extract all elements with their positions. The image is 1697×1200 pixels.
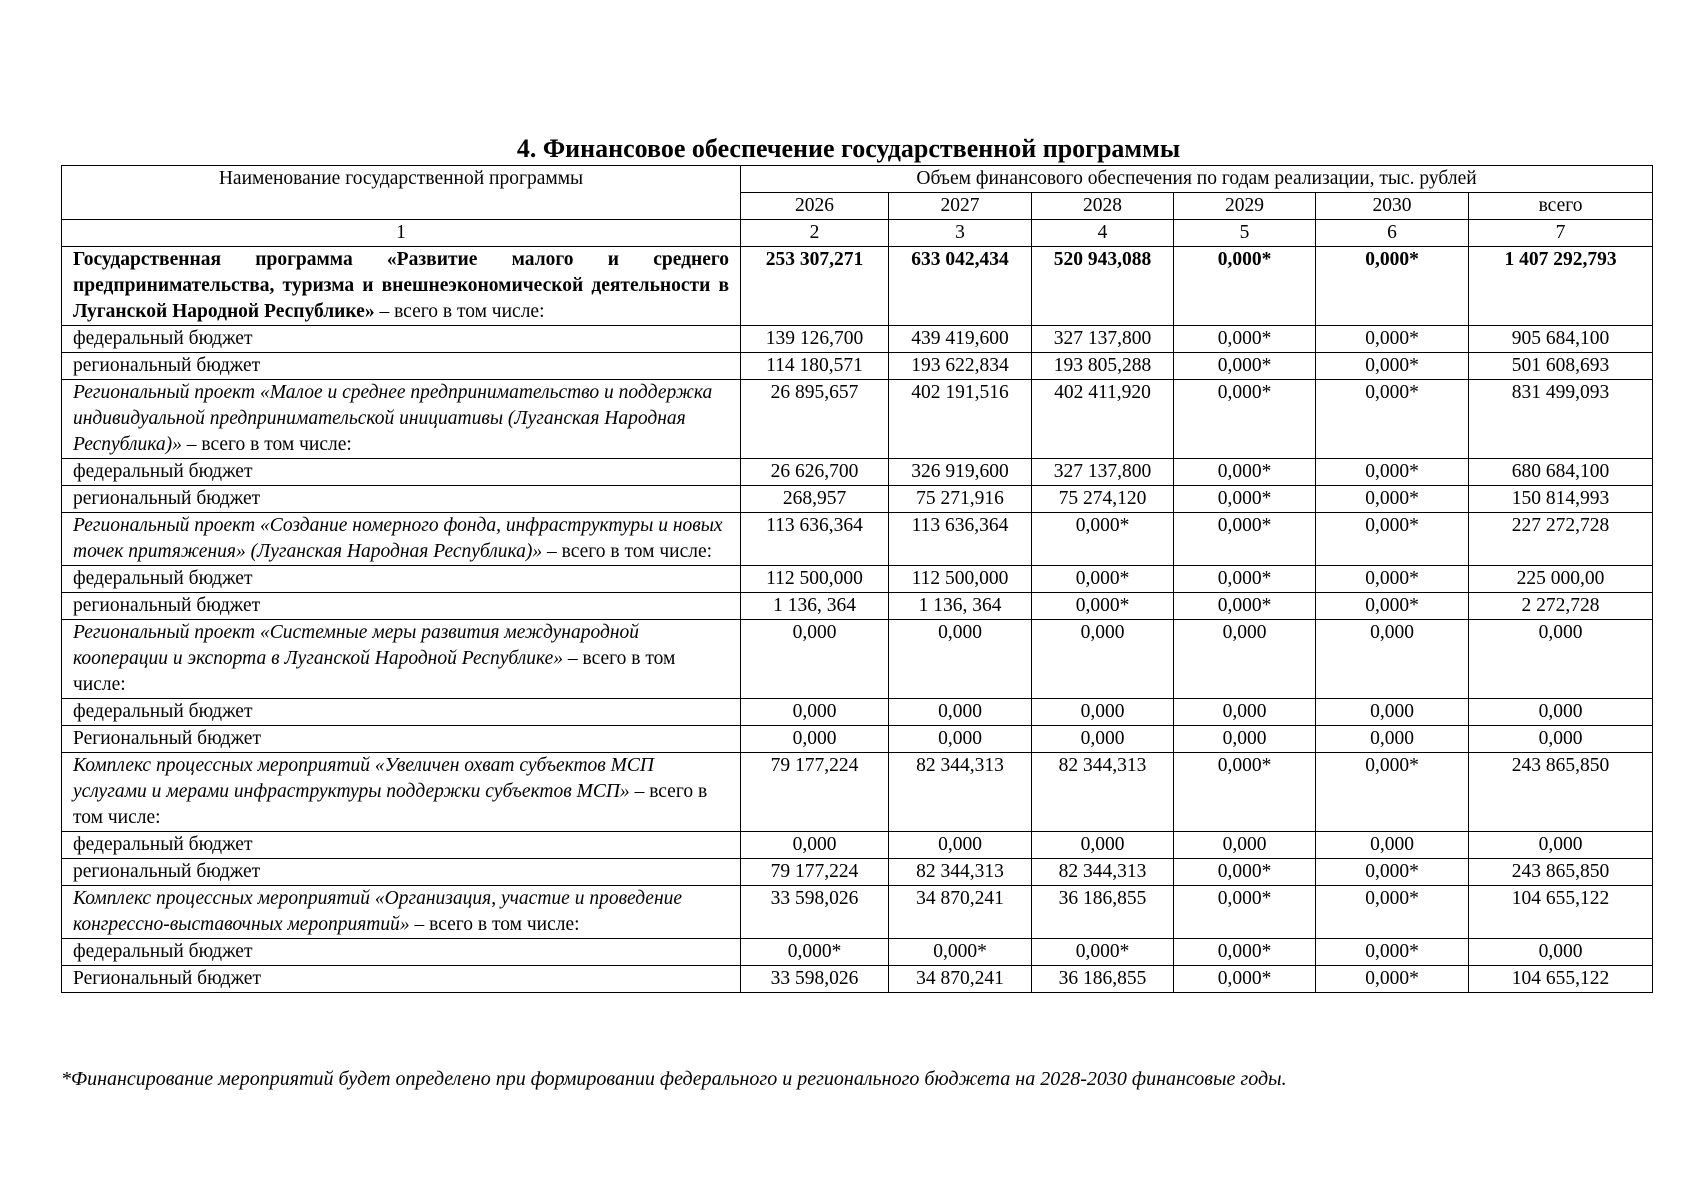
value-cell: 139 126,700 [741,326,889,353]
value-cell: 0,000* [1316,486,1469,513]
table-row [62,753,1653,832]
project-name: Региональный проект «Создание номерного фонда, инфраструктуры и новых точек притяжения» (Луганская Народная Республика)» [73,515,723,562]
value-cell: 26 626,700 [741,459,889,486]
row-name-cell [62,380,741,459]
value-cell: 0,000* [1032,593,1174,620]
value-cell: 0,000 [741,699,889,726]
row-name-cell [62,886,741,939]
value-cell: 36 186,855 [1032,886,1174,939]
row-name-cell: федеральный бюджет [62,939,741,966]
row-name-cell: федеральный бюджет [62,566,741,593]
table-row [62,380,1653,459]
table-row [62,459,1653,486]
value-cell: 0,000 [889,832,1032,859]
table-row [62,486,1653,513]
value-cell: 402 411,920 [1032,380,1174,459]
value-cell: 0,000* [1316,459,1469,486]
row-name-cell: федеральный бюджет [62,832,741,859]
value-cell: 0,000 [1174,832,1316,859]
value-cell: 0,000* [1316,886,1469,939]
header-year: 2026 [741,193,889,220]
value-cell: 520 943,088 [1032,247,1174,326]
table-row [62,939,1653,966]
value-cell: 633 042,434 [889,247,1032,326]
row-name-cell [62,620,741,699]
table-row [62,326,1653,353]
value-cell: 268,957 [741,486,889,513]
row-suffix: – всего в том числе: [374,301,545,322]
value-cell: 104 655,122 [1469,966,1653,993]
value-cell: 113 636,364 [889,513,1032,566]
value-cell: 0,000 [1469,939,1653,966]
row-name-cell: региональный бюджет [62,859,741,886]
value-cell: 0,000* [1174,513,1316,566]
value-cell: 327 137,800 [1032,459,1174,486]
value-cell: 0,000 [1469,620,1653,699]
value-cell: 33 598,026 [741,966,889,993]
value-cell: 82 344,313 [889,859,1032,886]
header-year: 2030 [1316,193,1469,220]
header-year: 2029 [1174,193,1316,220]
value-cell: 0,000 [1032,832,1174,859]
value-cell: 326 919,600 [889,459,1032,486]
value-cell: 0,000 [1174,699,1316,726]
value-cell: 0,000* [1316,247,1469,326]
table-row [62,699,1653,726]
table-row [62,832,1653,859]
value-cell: 225 000,00 [1469,566,1653,593]
value-cell: 680 684,100 [1469,459,1653,486]
value-cell: 0,000 [1316,726,1469,753]
value-cell: 82 344,313 [1032,859,1174,886]
value-cell: 0,000* [1174,939,1316,966]
value-cell: 243 865,850 [1469,859,1653,886]
value-cell: 227 272,728 [1469,513,1653,566]
table-row [62,886,1653,939]
value-cell: 0,000 [1032,726,1174,753]
value-cell: 0,000* [741,939,889,966]
row-name-cell: Региональный бюджет [62,726,741,753]
row-suffix: – всего в том числе: [542,541,713,562]
value-cell: 114 180,571 [741,353,889,380]
footnote: *Финансирование мероприятий будет определено при формировании федерального и регионального бюджета на 2028-2030 финансовые годы. [61,1068,1287,1090]
value-cell: 113 636,364 [741,513,889,566]
header-name-col: Наименование государственной программы [62,166,741,220]
value-cell: 905 684,100 [1469,326,1653,353]
value-cell: 193 805,288 [1032,353,1174,380]
value-cell: 0,000 [1469,699,1653,726]
row-suffix: – всего в том числе: [73,648,676,695]
table-row [62,966,1653,993]
value-cell: 0,000* [1316,566,1469,593]
value-cell: 75 274,120 [1032,486,1174,513]
value-cell: 0,000 [741,832,889,859]
row-name-cell: региональный бюджет [62,353,741,380]
value-cell: 0,000* [1316,380,1469,459]
value-cell: 150 814,993 [1469,486,1653,513]
value-cell: 193 622,834 [889,353,1032,380]
value-cell: 439 419,600 [889,326,1032,353]
value-cell: 0,000* [1316,859,1469,886]
value-cell: 0,000 [1316,832,1469,859]
table-row [62,620,1653,699]
value-cell: 34 870,241 [889,966,1032,993]
value-cell: 0,000* [1316,939,1469,966]
column-number: 5 [1174,220,1316,247]
row-name-cell: федеральный бюджет [62,326,741,353]
header-year-total: всего [1469,193,1653,220]
table-row [62,247,1653,326]
value-cell: 33 598,026 [741,886,889,939]
row-suffix: – всего в том числе: [181,434,352,455]
value-cell: 26 895,657 [741,380,889,459]
value-cell: 0,000* [1174,459,1316,486]
value-cell: 0,000* [1174,593,1316,620]
row-suffix: – всего в том числе: [409,914,580,935]
value-cell: 0,000 [889,699,1032,726]
row-suffix: – всего в том числе: [73,781,708,828]
value-cell: 0,000 [1469,726,1653,753]
value-cell: 0,000* [1174,566,1316,593]
column-number: 6 [1316,220,1469,247]
column-number: 7 [1469,220,1653,247]
value-cell: 0,000* [1032,566,1174,593]
value-cell: 402 191,516 [889,380,1032,459]
value-cell: 0,000 [1469,832,1653,859]
column-number: 3 [889,220,1032,247]
financing-table [61,165,1653,993]
value-cell: 2 272,728 [1469,593,1653,620]
value-cell: 0,000* [1174,326,1316,353]
row-name-cell [62,247,741,326]
value-cell: 79 177,224 [741,753,889,832]
value-cell: 36 186,855 [1032,966,1174,993]
value-cell: 0,000* [1032,513,1174,566]
value-cell: 327 137,800 [1032,326,1174,353]
value-cell: 34 870,241 [889,886,1032,939]
table-row [62,566,1653,593]
value-cell: 243 865,850 [1469,753,1653,832]
value-cell: 0,000 [1316,699,1469,726]
value-cell: 82 344,313 [889,753,1032,832]
table-row [62,513,1653,566]
value-cell: 0,000* [1174,859,1316,886]
header-year: 2027 [889,193,1032,220]
value-cell: 0,000* [1174,753,1316,832]
row-name-cell: федеральный бюджет [62,699,741,726]
value-cell: 501 608,693 [1469,353,1653,380]
row-name-cell [62,753,741,832]
row-name-cell [62,513,741,566]
header-volume-col: Объем финансового обеспечения по годам реализации, тыс. рублей [741,166,1653,193]
value-cell: 112 500,000 [741,566,889,593]
value-cell: 0,000* [1174,380,1316,459]
row-name-cell: федеральный бюджет [62,459,741,486]
project-name: Региональный проект «Системные меры развития международной кооперации и экспорта в Луганской Народной Республике» [73,622,640,669]
column-number: 1 [62,220,741,247]
value-cell: 0,000 [889,726,1032,753]
value-cell: 831 499,093 [1469,380,1653,459]
value-cell: 0,000* [1032,939,1174,966]
value-cell: 75 271,916 [889,486,1032,513]
value-cell: 79 177,224 [741,859,889,886]
row-name-cell: региональный бюджет [62,486,741,513]
table-row [62,593,1653,620]
header-year: 2028 [1032,193,1174,220]
value-cell: 1 407 292,793 [1469,247,1653,326]
value-cell: 0,000* [1174,486,1316,513]
value-cell: 1 136, 364 [741,593,889,620]
value-cell: 0,000* [1316,513,1469,566]
value-cell: 0,000 [1174,620,1316,699]
project-name: Региональный проект «Малое и среднее предпринимательство и поддержка индивидуальной предпринимательской инициативы (Луганская Народная Республика)» [73,382,713,455]
value-cell: 0,000 [889,620,1032,699]
value-cell: 0,000* [1316,593,1469,620]
value-cell: 112 500,000 [889,566,1032,593]
value-cell: 0,000 [1032,620,1174,699]
value-cell: 0,000 [741,620,889,699]
table-row [62,353,1653,380]
value-cell: 0,000* [889,939,1032,966]
page-title: 4. Финансовое обеспечение государственной программы [516,134,1181,163]
value-cell: 82 344,313 [1032,753,1174,832]
value-cell: 0,000* [1316,326,1469,353]
project-name: Комплекс процессных мероприятий «Увеличен охват субъектов МСП услугами и мерами инфраструктуры поддержки субъектов МСП» [73,755,654,802]
value-cell: 0,000* [1174,353,1316,380]
column-number: 4 [1032,220,1174,247]
header-row [62,166,1653,193]
value-cell: 0,000 [741,726,889,753]
value-cell: 0,000* [1316,353,1469,380]
value-cell: 0,000* [1316,966,1469,993]
row-name-cell: Региональный бюджет [62,966,741,993]
table-row [62,859,1653,886]
value-cell: 104 655,122 [1469,886,1653,939]
value-cell: 0,000 [1316,620,1469,699]
program-name: Государственная программа «Развитие малого и среднего предпринимательства, туризма и внешнеэкономической деятельности в Луганской Народной Республике» [73,249,729,322]
column-number: 2 [741,220,889,247]
project-name: Комплекс процессных мероприятий «Организация, участие и проведение конгрессно-выставочных мероприятий» [73,888,683,935]
column-number-row [62,220,1653,247]
value-cell: 0,000* [1316,753,1469,832]
value-cell: 1 136, 364 [889,593,1032,620]
value-cell: 0,000 [1032,699,1174,726]
table-body [62,247,1653,993]
value-cell: 0,000* [1174,247,1316,326]
value-cell: 253 307,271 [741,247,889,326]
value-cell: 0,000* [1174,886,1316,939]
value-cell: 0,000* [1174,966,1316,993]
value-cell: 0,000 [1174,726,1316,753]
table-row [62,726,1653,753]
row-name-cell: региональный бюджет [62,593,741,620]
